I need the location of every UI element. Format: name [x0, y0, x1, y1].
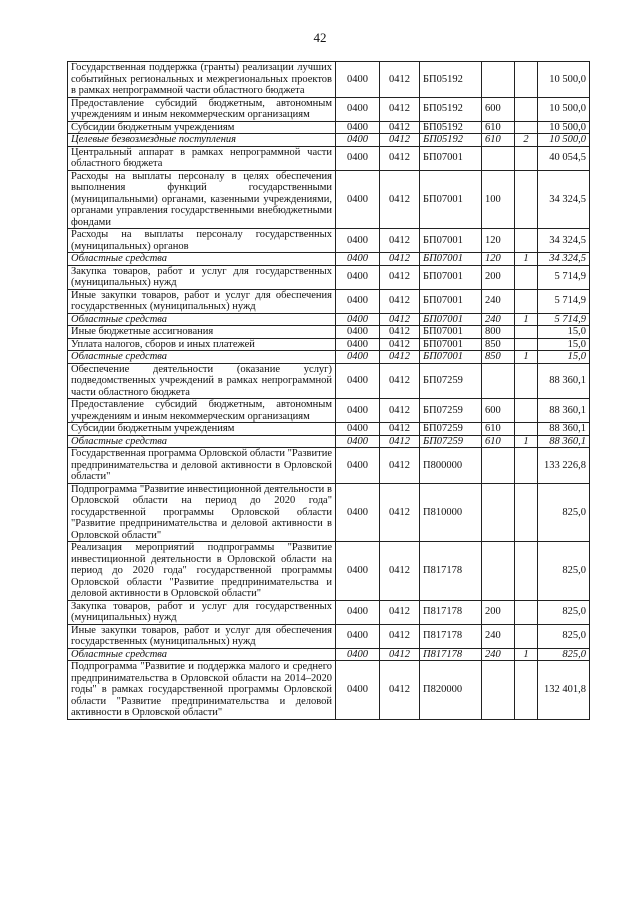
table-row: [68, 542, 590, 601]
row-description: Расходы на выплаты персоналу государственных (муниципальных) органов: [68, 229, 336, 253]
row-expense-type: 600: [482, 97, 515, 121]
row-amount: 10 500,0: [538, 97, 590, 121]
row-description: Закупка товаров, работ и услуг для государственных (муниципальных) нужд: [68, 600, 336, 624]
row-expense-type: 240: [482, 289, 515, 313]
row-expense-type: 100: [482, 170, 515, 229]
row-funding-source: [515, 146, 538, 170]
row-section: 0400: [336, 542, 380, 601]
row-expense-type: 240: [482, 313, 515, 326]
row-expense-type: 200: [482, 600, 515, 624]
row-expense-type: [482, 146, 515, 170]
row-amount: 10 500,0: [538, 121, 590, 134]
row-target-article: П800000: [420, 448, 482, 484]
row-target-article: БП05192: [420, 97, 482, 121]
table-row: [68, 351, 590, 364]
row-funding-source: [515, 448, 538, 484]
table-row: [68, 134, 590, 147]
row-description: Областные средства: [68, 253, 336, 266]
table-row: [68, 289, 590, 313]
row-subsection: 0412: [380, 170, 420, 229]
row-subsection: 0412: [380, 326, 420, 339]
table-row: [68, 648, 590, 661]
row-subsection: 0412: [380, 313, 420, 326]
row-description: Обеспечение деятельности (оказание услуг) подведомственных учреждений в рамках непрограммной части областного бюджета: [68, 363, 336, 399]
row-target-article: БП07001: [420, 289, 482, 313]
table-row: [68, 448, 590, 484]
row-funding-source: 1: [515, 435, 538, 448]
row-funding-source: 1: [515, 351, 538, 364]
row-funding-source: [515, 326, 538, 339]
row-subsection: 0412: [380, 542, 420, 601]
row-subsection: 0412: [380, 253, 420, 266]
row-section: 0400: [336, 289, 380, 313]
row-description: Закупка товаров, работ и услуг для государственных (муниципальных) нужд: [68, 265, 336, 289]
row-amount: 5 714,9: [538, 289, 590, 313]
row-description: Целевые безвозмездные поступления: [68, 134, 336, 147]
row-target-article: П817178: [420, 600, 482, 624]
row-section: 0400: [336, 600, 380, 624]
row-section: 0400: [336, 648, 380, 661]
row-description: Подпрограмма "Развитие и поддержка малого и среднего предпринимательства в Орловской области на 2014–2020 годы" в рамках государственной программы Орловской области "Развитие предпринимательства и деловой активности в Орловской области": [68, 661, 336, 720]
row-amount: 132 401,8: [538, 661, 590, 720]
row-section: 0400: [336, 326, 380, 339]
row-funding-source: [515, 97, 538, 121]
row-funding-source: [515, 62, 538, 98]
row-funding-source: [515, 338, 538, 351]
row-target-article: БП07259: [420, 435, 482, 448]
row-description: Иные закупки товаров, работ и услуг для обеспечения государственных (муниципальных) нужд: [68, 289, 336, 313]
table-row: [68, 423, 590, 436]
row-section: 0400: [336, 399, 380, 423]
row-funding-source: [515, 229, 538, 253]
row-description: Субсидии бюджетным учреждениям: [68, 121, 336, 134]
table-row: [68, 661, 590, 720]
row-expense-type: 120: [482, 229, 515, 253]
table-row: [68, 399, 590, 423]
row-target-article: БП07001: [420, 313, 482, 326]
table-row: [68, 338, 590, 351]
row-description: Предоставление субсидий бюджетным, автономным учреждениям и иным некоммерческим организациям: [68, 399, 336, 423]
row-target-article: П820000: [420, 661, 482, 720]
row-subsection: 0412: [380, 351, 420, 364]
row-section: 0400: [336, 363, 380, 399]
row-amount: 34 324,5: [538, 170, 590, 229]
page-number: 42: [313, 30, 327, 45]
table-row: [68, 253, 590, 266]
row-target-article: БП05192: [420, 121, 482, 134]
row-section: 0400: [336, 448, 380, 484]
row-funding-source: 1: [515, 313, 538, 326]
row-amount: 15,0: [538, 338, 590, 351]
row-description: Областные средства: [68, 313, 336, 326]
row-expense-type: [482, 661, 515, 720]
row-funding-source: [515, 600, 538, 624]
row-subsection: 0412: [380, 624, 420, 648]
row-description: Иные закупки товаров, работ и услуг для обеспечения государственных (муниципальных) нужд: [68, 624, 336, 648]
row-amount: 40 054,5: [538, 146, 590, 170]
row-amount: 10 500,0: [538, 62, 590, 98]
row-description: Уплата налогов, сборов и иных платежей: [68, 338, 336, 351]
row-amount: 88 360,1: [538, 399, 590, 423]
row-funding-source: [515, 661, 538, 720]
row-description: Центральный аппарат в рамках непрограммной части областного бюджета: [68, 146, 336, 170]
row-subsection: 0412: [380, 399, 420, 423]
row-section: 0400: [336, 253, 380, 266]
row-description: Иные бюджетные ассигнования: [68, 326, 336, 339]
row-expense-type: [482, 483, 515, 542]
row-expense-type: 610: [482, 134, 515, 147]
row-subsection: 0412: [380, 423, 420, 436]
row-amount: 10 500,0: [538, 134, 590, 147]
row-expense-type: 850: [482, 338, 515, 351]
row-subsection: 0412: [380, 134, 420, 147]
row-target-article: БП07001: [420, 351, 482, 364]
row-section: 0400: [336, 351, 380, 364]
row-expense-type: 610: [482, 423, 515, 436]
table-row: [68, 62, 590, 98]
row-funding-source: [515, 423, 538, 436]
row-target-article: БП07001: [420, 338, 482, 351]
row-expense-type: [482, 62, 515, 98]
row-expense-type: 120: [482, 253, 515, 266]
row-subsection: 0412: [380, 435, 420, 448]
table-row: [68, 97, 590, 121]
row-target-article: БП07001: [420, 265, 482, 289]
budget-table: [67, 61, 590, 720]
row-funding-source: [515, 624, 538, 648]
row-section: 0400: [336, 170, 380, 229]
row-description: Областные средства: [68, 351, 336, 364]
row-subsection: 0412: [380, 483, 420, 542]
row-amount: 825,0: [538, 542, 590, 601]
row-expense-type: [482, 542, 515, 601]
row-subsection: 0412: [380, 121, 420, 134]
row-expense-type: 610: [482, 121, 515, 134]
row-section: 0400: [336, 97, 380, 121]
row-target-article: БП05192: [420, 62, 482, 98]
table-row: [68, 265, 590, 289]
row-description: Областные средства: [68, 435, 336, 448]
row-expense-type: 600: [482, 399, 515, 423]
row-section: 0400: [336, 121, 380, 134]
table-row: [68, 600, 590, 624]
row-target-article: БП07259: [420, 363, 482, 399]
row-amount: 133 226,8: [538, 448, 590, 484]
row-subsection: 0412: [380, 289, 420, 313]
row-section: 0400: [336, 423, 380, 436]
row-amount: 88 360,1: [538, 423, 590, 436]
table-row: [68, 146, 590, 170]
row-amount: 5 714,9: [538, 313, 590, 326]
row-funding-source: [515, 483, 538, 542]
row-target-article: БП05192: [420, 134, 482, 147]
row-description: Предоставление субсидий бюджетным, автономным учреждениям и иным некоммерческим организациям: [68, 97, 336, 121]
row-description: Государственная программа Орловской области "Развитие предпринимательства и деловой активности в Орловской области": [68, 448, 336, 484]
row-funding-source: 2: [515, 134, 538, 147]
row-target-article: БП07259: [420, 423, 482, 436]
row-amount: 88 360,1: [538, 435, 590, 448]
row-expense-type: 240: [482, 648, 515, 661]
row-subsection: 0412: [380, 338, 420, 351]
row-amount: 34 324,5: [538, 229, 590, 253]
row-expense-type: 850: [482, 351, 515, 364]
row-description: Расходы на выплаты персоналу в целях обеспечения выполнения функций государственными (муниципальными) органами, казенными учреждениями, органами управления государственными внебюджетными фондами: [68, 170, 336, 229]
row-funding-source: [515, 121, 538, 134]
table-row: [68, 326, 590, 339]
table-row: [68, 624, 590, 648]
row-funding-source: [515, 542, 538, 601]
row-amount: 825,0: [538, 648, 590, 661]
row-amount: 15,0: [538, 351, 590, 364]
table-row: [68, 313, 590, 326]
row-amount: 825,0: [538, 624, 590, 648]
row-funding-source: [515, 289, 538, 313]
row-expense-type: 200: [482, 265, 515, 289]
row-section: 0400: [336, 265, 380, 289]
row-target-article: П817178: [420, 624, 482, 648]
row-subsection: 0412: [380, 265, 420, 289]
row-target-article: БП07001: [420, 253, 482, 266]
row-section: 0400: [336, 661, 380, 720]
row-target-article: БП07001: [420, 326, 482, 339]
table-body: [68, 62, 590, 720]
row-subsection: 0412: [380, 363, 420, 399]
table-row: [68, 229, 590, 253]
row-amount: 825,0: [538, 600, 590, 624]
row-section: 0400: [336, 134, 380, 147]
row-section: 0400: [336, 146, 380, 170]
row-description: Субсидии бюджетным учреждениям: [68, 423, 336, 436]
row-description: Государственная поддержка (гранты) реализации лучших событийных региональных и межрегиональных проектов в рамках непрограммной части областного бюджета: [68, 62, 336, 98]
row-section: 0400: [336, 435, 380, 448]
table-row: [68, 121, 590, 134]
row-target-article: П810000: [420, 483, 482, 542]
row-subsection: 0412: [380, 146, 420, 170]
row-target-article: БП07001: [420, 229, 482, 253]
row-target-article: БП07259: [420, 399, 482, 423]
row-target-article: БП07001: [420, 146, 482, 170]
row-funding-source: [515, 399, 538, 423]
row-funding-source: 1: [515, 253, 538, 266]
row-funding-source: 1: [515, 648, 538, 661]
row-expense-type: 800: [482, 326, 515, 339]
row-subsection: 0412: [380, 229, 420, 253]
row-amount: 15,0: [538, 326, 590, 339]
row-section: 0400: [336, 62, 380, 98]
row-funding-source: [515, 265, 538, 289]
row-target-article: П817178: [420, 542, 482, 601]
row-amount: 5 714,9: [538, 265, 590, 289]
row-expense-type: 240: [482, 624, 515, 648]
row-section: 0400: [336, 483, 380, 542]
row-expense-type: [482, 363, 515, 399]
row-section: 0400: [336, 338, 380, 351]
row-section: 0400: [336, 624, 380, 648]
row-target-article: П817178: [420, 648, 482, 661]
table-row: [68, 363, 590, 399]
row-funding-source: [515, 363, 538, 399]
row-section: 0400: [336, 229, 380, 253]
row-amount: 34 324,5: [538, 253, 590, 266]
row-expense-type: [482, 448, 515, 484]
row-section: 0400: [336, 313, 380, 326]
row-amount: 88 360,1: [538, 363, 590, 399]
table-row: [68, 435, 590, 448]
table-row: [68, 170, 590, 229]
row-description: Областные средства: [68, 648, 336, 661]
row-subsection: 0412: [380, 600, 420, 624]
row-funding-source: [515, 170, 538, 229]
row-expense-type: 610: [482, 435, 515, 448]
table-row: [68, 483, 590, 542]
row-subsection: 0412: [380, 661, 420, 720]
row-subsection: 0412: [380, 97, 420, 121]
row-subsection: 0412: [380, 648, 420, 661]
row-subsection: 0412: [380, 62, 420, 98]
row-target-article: БП07001: [420, 170, 482, 229]
row-description: Реализация мероприятий подпрограммы "Развитие инвестиционной деятельности в Орловской области на период до 2020 года" государственной программы Орловской области "Развитие предпринимательства и деловой активности в Орловской области": [68, 542, 336, 601]
row-subsection: 0412: [380, 448, 420, 484]
row-amount: 825,0: [538, 483, 590, 542]
row-description: Подпрограмма "Развитие инвестиционной деятельности в Орловской области на период до 2020 года" государственной программы Орловской области "Развитие предпринимательства и деловой активности в Орловской области": [68, 483, 336, 542]
